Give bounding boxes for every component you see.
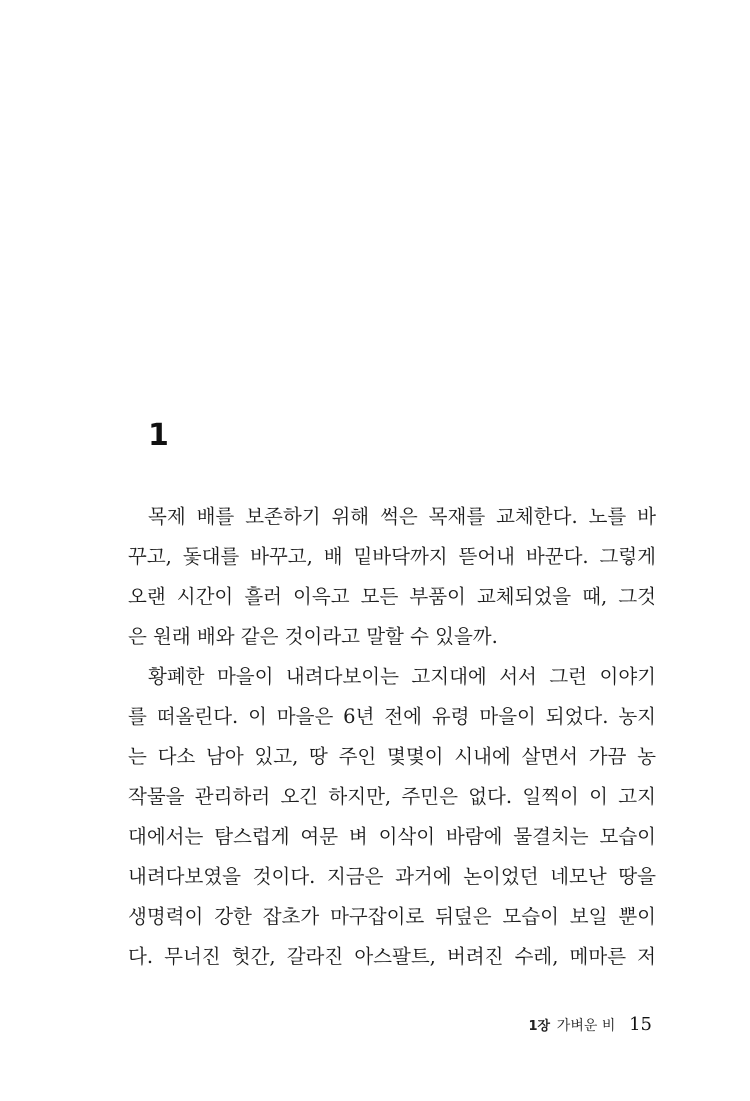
text-line: 생명력이 강한 잡초가 마구잡이로 뒤덮은 모습이 보일 뿐이	[128, 905, 656, 928]
page-footer	[528, 1010, 652, 1042]
page-number: 15	[629, 1014, 652, 1035]
text-line: 는 다소 남아 있고, 땅 주인 몇몇이 시내에 살면서 가끔 농	[128, 745, 656, 768]
text-line: 황폐한 마을이 내려다보이는 고지대에 서서 그런 이야기	[148, 665, 656, 688]
text-line: 다. 무너진 헛간, 갈라진 아스팔트, 버려진 수레, 메마른 저	[128, 945, 656, 968]
body-text	[128, 497, 656, 977]
text-line: 대에서는 탐스럽게 여문 벼 이삭이 바람에 물결치는 모습이	[128, 825, 656, 848]
footer-chapter-label: 1장	[528, 1019, 551, 1034]
text-line: 작물을 관리하러 오긴 하지만, 주민은 없다. 일찍이 이 고지	[128, 785, 656, 808]
text-line: 목제 배를 보존하기 위해 썩은 목재를 교체한다. 노를 바	[148, 505, 656, 528]
text-line: 은 원래 배와 같은 것이라고 말할 수 있을까.	[128, 625, 498, 648]
text-line: 오랜 시간이 흘러 이윽고 모든 부품이 교체되었을 때, 그것	[128, 585, 656, 608]
footer-chapter-title: 가벼운 비	[556, 1018, 616, 1034]
text-line: 꾸고, 돛대를 바꾸고, 배 밑바닥까지 뜯어내 바꾼다. 그렇게	[128, 545, 656, 568]
text-line: 를 떠올린다. 이 마을은 6년 전에 유령 마을이 되었다. 농지	[128, 705, 656, 728]
text-line: 내려다보였을 것이다. 지금은 과거에 논이었던 네모난 땅을	[128, 865, 656, 888]
chapter-number: 1	[148, 418, 169, 453]
